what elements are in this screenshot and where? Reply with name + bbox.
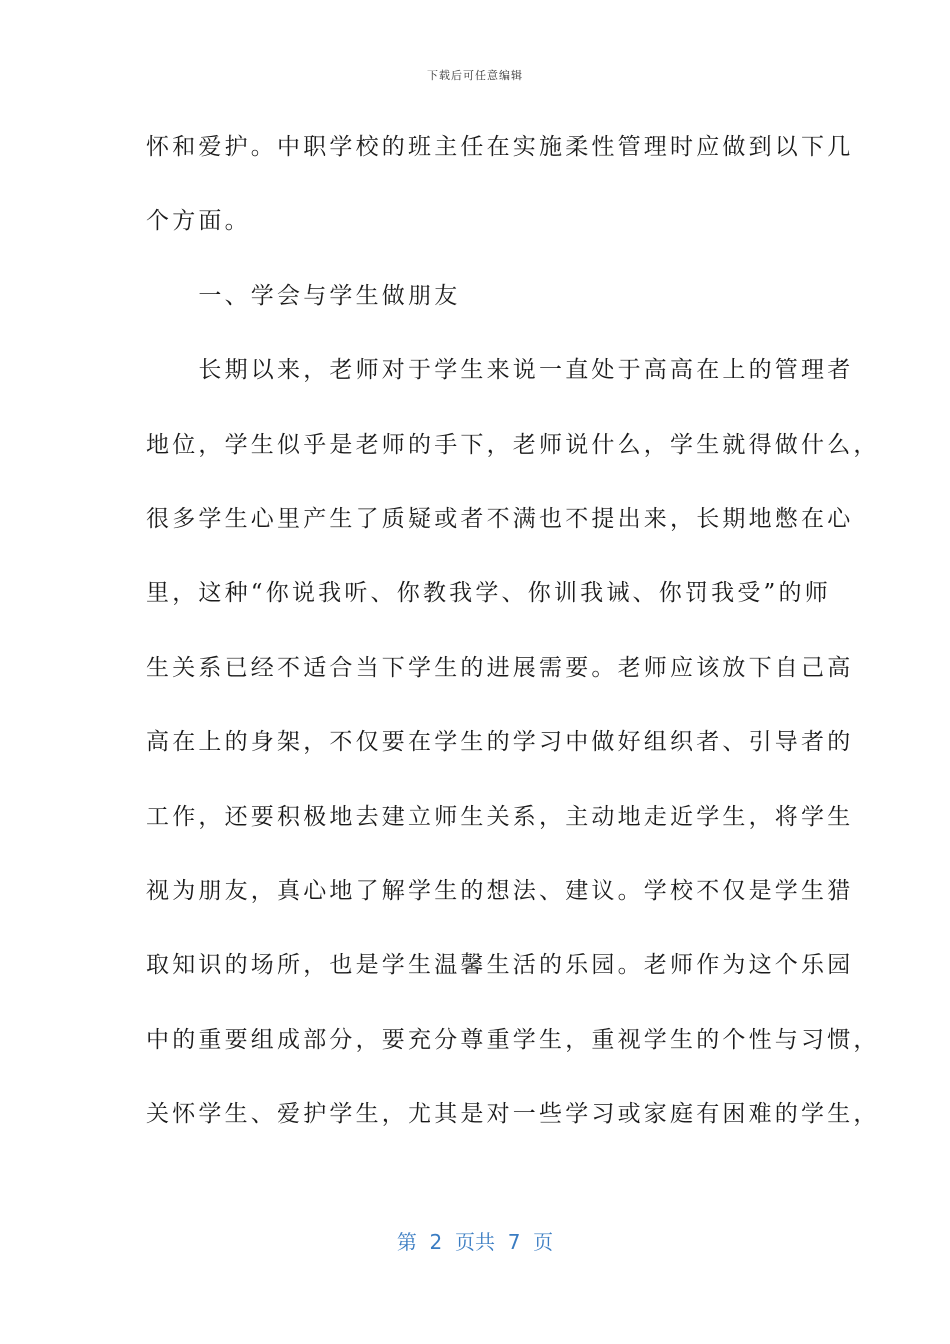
section-heading: 一、学会与学生做朋友 bbox=[146, 283, 461, 309]
paragraph-line: 高在上的身架，不仅要在学生的学习中做好组织者、引导者的 bbox=[146, 729, 854, 755]
paragraph-line: 长期以来，老师对于学生来说一直处于高高在上的管理者 bbox=[146, 357, 854, 383]
paragraph-line: 很多学生心里产生了质疑或者不满也不提出来，长期地憋在心 bbox=[146, 506, 854, 532]
paragraph-line: 视为朋友，真心地了解学生的想法、建议。学校不仅是学生猎 bbox=[146, 878, 854, 904]
paragraph-line: 生关系已经不适合当下学生的进展需要。老师应该放下自己高 bbox=[146, 655, 854, 681]
paragraph-line: 中的重要组成部分，要充分尊重学生，重视学生的个性与习惯， bbox=[146, 1027, 880, 1053]
page-number: 第 2 页共 7 页 bbox=[396, 1230, 554, 1254]
header-note: 下载后可任意编辑 bbox=[427, 69, 523, 82]
paragraph-line: 取知识的场所，也是学生温馨生活的乐园。老师作为这个乐园 bbox=[146, 952, 854, 978]
paragraph-line: 地位，学生似乎是老师的手下，老师说什么，学生就得做什么， bbox=[146, 432, 880, 458]
paragraph-line: 个方面。 bbox=[146, 208, 251, 234]
paragraph-line: 怀和爱护。中职学校的班主任在实施柔性管理时应做到以下几 bbox=[146, 134, 854, 160]
paragraph-line: 关怀学生、爱护学生，尤其是对一些学习或家庭有困难的学生， bbox=[146, 1101, 880, 1127]
paragraph-line: 里，这种“你说我听、你教我学、你训我诫、你罚我受”的师 bbox=[146, 580, 831, 606]
paragraph-line: 工作，还要积极地去建立师生关系，主动地走近学生，将学生 bbox=[146, 804, 854, 830]
